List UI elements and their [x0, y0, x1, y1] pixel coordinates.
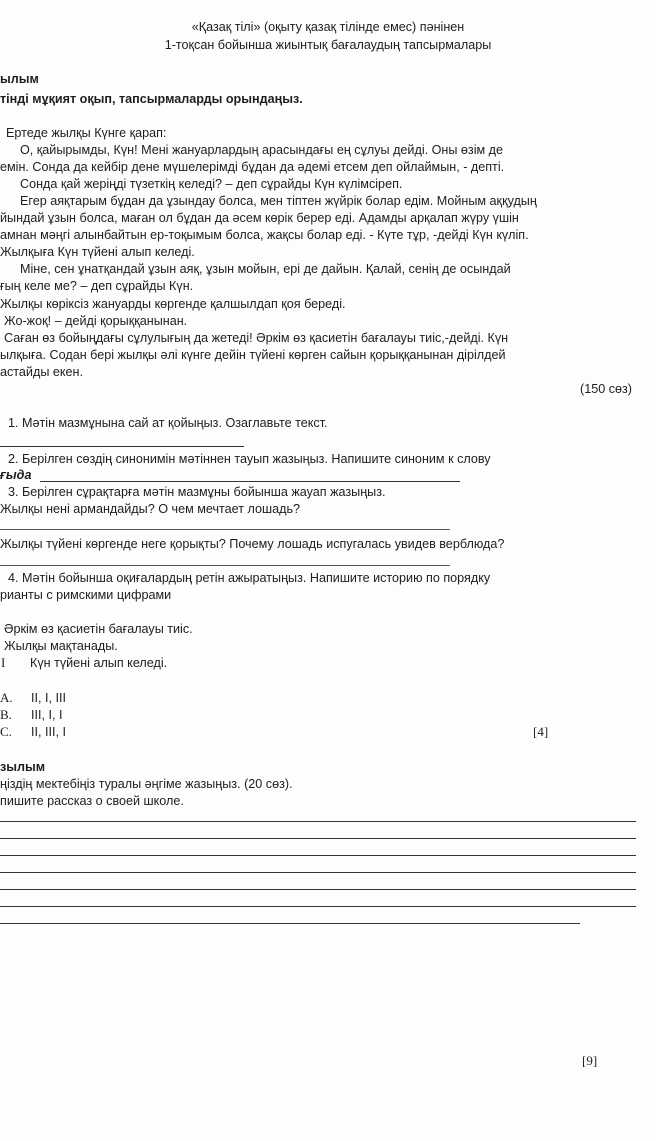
writing-prompt-ru: пишите рассказ о своей школе.: [0, 794, 184, 808]
text-line: Сонда қай жеріңді түзеткің келеді? – деп сұрайды Күн күлімсіреп.: [20, 177, 403, 191]
event-item: Жылқы мақтанады.: [4, 639, 118, 653]
event-item: Әркім өз қасиетін бағалауы тиіс.: [4, 622, 193, 636]
reading-section-label: ылым: [0, 72, 39, 86]
task-3: 3. Берілген сұрақтарға мәтін мазмұны бойынша жауап жазыңыз.: [8, 485, 386, 499]
text-line: Ертеде жылқы Күнге қарап:: [6, 126, 167, 140]
text-line: амнан мәңгі алынбайтын ер-тоқымым болса, жақсы болар еді. - Күте тұр, -дейді Күн күліп.: [0, 228, 529, 242]
task-2-word: ғыда: [0, 468, 32, 482]
writing-line[interactable]: [0, 855, 636, 856]
writing-prompt: ңіздің мектебіңіз туралы әңгіме жазыңыз. (20 сөз).: [0, 777, 293, 791]
question-1: Жылқы нені армандайды? О чем мечтает лошадь?: [0, 502, 301, 516]
text-line: Егер аяқтарым бұдан да ұзындау болса, мен тіптен жүйрік болар едім. Мойным аққудың: [20, 194, 537, 208]
writing-line[interactable]: [0, 838, 636, 839]
event-marker: I: [1, 655, 6, 670]
task-4-points: [4]: [533, 724, 549, 739]
word-count: (150 сөз): [580, 382, 632, 396]
option-value[interactable]: III, I, I: [31, 708, 63, 722]
text-line: ылқыға. Содан бері жылқы әлі күнге дейін түйені көрген сайын қорыққанынан дірілдей: [0, 348, 506, 362]
writing-line[interactable]: [0, 872, 636, 873]
answer-line[interactable]: [0, 446, 244, 447]
task-2: 2. Берілген сөздің синонимін мәтіннен тауып жазыңыз. Напишите синоним к слову: [8, 452, 491, 466]
question-2: Жылқы түйені көргенде неге қорықты? Почему лошадь испугалась увидев верблюда?: [0, 537, 505, 551]
text-line: Міне, сен ұнатқандай ұзын аяқ, ұзын мойын, ері де дайын. Қалай, сенің де осындай: [20, 262, 511, 276]
writing-line[interactable]: [0, 889, 636, 890]
text-line: Жылқы көріксіз жануарды көргенде қалшылдап қоя береді.: [0, 297, 346, 311]
task-1: 1. Мәтін мазмұнына сай ат қойыңыз. Озаглавьте текст.: [8, 416, 328, 430]
task-4: 4. Мәтін бойынша оқиғалардың ретін ажыратыңыз. Напишите историю по порядку: [8, 571, 491, 585]
event-item: Күн түйені алып келеді.: [30, 656, 168, 670]
writing-line[interactable]: [0, 821, 636, 822]
text-line: астайды екен.: [0, 365, 83, 379]
total-points: [9]: [582, 1053, 598, 1068]
writing-line[interactable]: [0, 923, 580, 924]
text-line: йындай ұзын болса, маған ол бұдан да әсем көрік берер еді. Адамды арқалап жүру үшін: [0, 211, 519, 225]
answer-line[interactable]: [0, 529, 450, 530]
option-value[interactable]: II, III, I: [31, 725, 66, 739]
text-line: емін. Сонда да кейбір дене мүшелерімді бұдан да әдемі етсем деп ойлаймын, - депті.: [0, 160, 505, 174]
option-letter: B.: [0, 707, 12, 722]
option-letter: A.: [0, 690, 13, 705]
text-line: Жо-жоқ! – дейді қорыққанынан.: [4, 314, 188, 328]
text-line: ғың келе ме? – деп сұрайды Күн.: [0, 279, 194, 293]
task-4-continued: рианты с римскими цифрами: [0, 588, 172, 602]
answer-line[interactable]: [40, 481, 460, 482]
text-line: О, қайырымды, Күн! Мені жануарлардың арасындағы ең сұлуы дейді. Оны өзім де: [20, 143, 503, 157]
reading-instruction: тінді мұқият оқып, тапсырмаларды орындаңыз.: [0, 92, 303, 106]
text-line: Жылқыға Күн түйені алып келеді.: [0, 245, 195, 259]
writing-section-label: зылым: [0, 760, 46, 774]
writing-line[interactable]: [0, 906, 636, 907]
text-line: Саған өз бойыңдағы сұлулығың да жетеді! Әркім өз қасиетін бағалауы тиіс,-дейді. Күн: [4, 331, 509, 345]
doc-title-line1: «Қазақ тілі» (оқыту қазақ тілінде емес) пәнінен: [191, 20, 465, 34]
option-value[interactable]: II, I, III: [31, 691, 66, 705]
option-letter: C.: [0, 724, 12, 739]
answer-line[interactable]: [0, 565, 450, 566]
doc-title-line2: 1-тоқсан бойынша жиынтық бағалаудың тапсырмалары: [164, 38, 492, 52]
